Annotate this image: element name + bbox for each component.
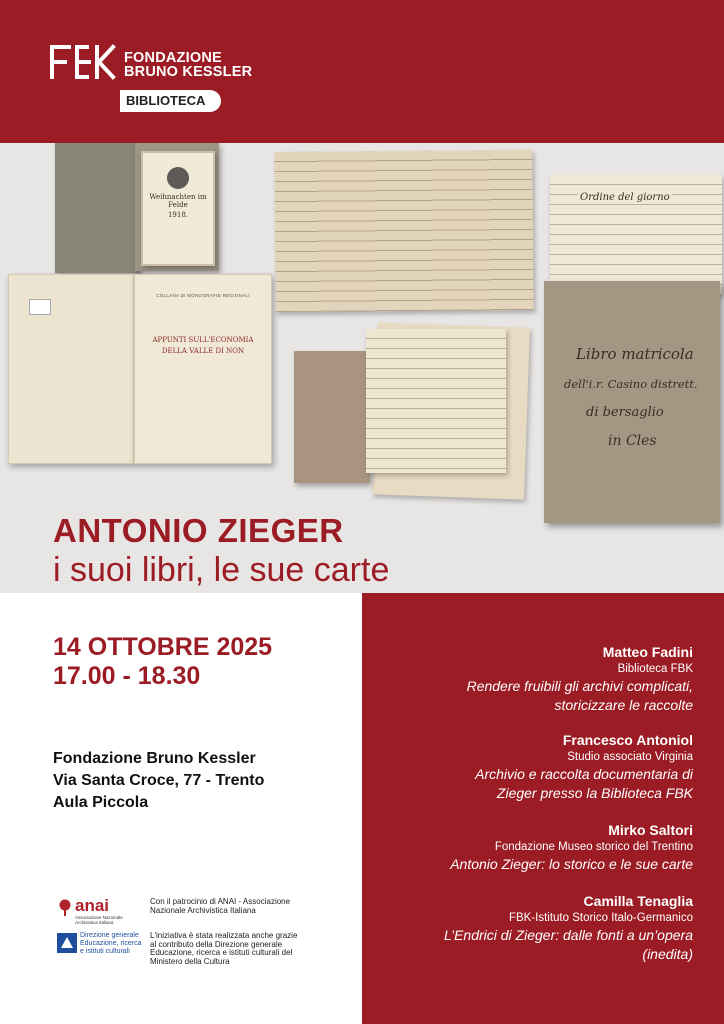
event-venue xyxy=(53,748,264,814)
book-title-line1: APPUNTI SULL'ECONOMIA xyxy=(152,336,254,344)
anai-subtitle: Associazione Nazionale Archivistica Italiana xyxy=(75,915,123,925)
speaker-talk-line1: Antonio Zieger: lo storico e le sue carte xyxy=(450,856,693,872)
speakers-panel xyxy=(362,593,724,1024)
speaker-talk-line2: (inedita) xyxy=(642,946,693,962)
contrib-line4: Ministero della Cultura xyxy=(150,956,230,966)
contrib-line2: al contributo della Direzione generale xyxy=(150,939,283,949)
speaker-name: Camilla Tenaglia xyxy=(583,893,693,909)
speaker-3 xyxy=(450,821,693,874)
speaker-talk-line1: Rendere fruibili gli archivi complicati, xyxy=(466,678,693,694)
venue-line1: Fondazione Bruno Kessler xyxy=(53,750,256,767)
ministry-emblem-icon xyxy=(57,933,77,953)
speaker-1 xyxy=(467,643,693,715)
ministry-line3: e istituti culturali xyxy=(80,948,130,955)
speaker-talk-line2: storicizzare le raccolte xyxy=(554,697,693,713)
anai-mark: anai xyxy=(75,896,110,915)
agenda-letter xyxy=(550,175,722,295)
register-notebook xyxy=(544,281,720,523)
anai-logo xyxy=(57,897,137,927)
speaker-org: Studio associato Virginia xyxy=(567,751,693,763)
speaker-talk-line1: L’Endrici di Zieger: dalle fonti a un’opera xyxy=(443,927,693,943)
event-date: 14 OTTOBRE 2025 xyxy=(53,633,273,661)
contribution-text xyxy=(150,932,320,966)
grey-folder xyxy=(55,143,140,273)
ministry-line1: Direzione generale xyxy=(80,932,139,939)
speaker-org: Biblioteca FBK xyxy=(617,663,693,675)
card-year: 1918. xyxy=(167,211,189,219)
venue-line2: Via Santa Croce, 77 - Trento xyxy=(53,772,265,789)
org-name xyxy=(124,51,252,79)
patronage-line1: Con il patrocinio di ANAI - Associazione xyxy=(150,897,291,906)
biblioteca-badge: BIBLIOTECA xyxy=(120,90,221,112)
christmas-card xyxy=(141,151,215,266)
book-title-line2: DELLA VALLE DI NON xyxy=(161,347,245,355)
speaker-name: Francesco Antoniol xyxy=(562,732,693,748)
speaker-name: Matteo Fadini xyxy=(602,644,693,660)
speaker-2 xyxy=(475,731,693,803)
notebook-line3: di bersaglio xyxy=(586,405,664,420)
brown-envelope xyxy=(294,351,370,483)
notebook-line4: in Cles xyxy=(608,433,657,449)
speaker-4 xyxy=(444,892,693,964)
open-book-left-page xyxy=(8,274,134,464)
org-name-line1: FONDAZIONE xyxy=(124,50,222,66)
letters-bundle-front xyxy=(366,329,506,473)
org-name-line2: BRUNO KESSLER xyxy=(124,64,253,80)
speaker-name: Mirko Saltori xyxy=(608,822,693,838)
book-series: COLLANA DI MONOGRAFIE REGIONALI xyxy=(156,293,250,298)
header-band xyxy=(0,0,724,143)
speaker-talk-line2: Zieger presso la Biblioteca FBK xyxy=(496,785,693,801)
ministry-line2: Educazione, ricerca xyxy=(80,940,142,947)
fbk-logo-icon xyxy=(49,44,117,80)
speaker-org: Fondazione Museo storico del Trentino xyxy=(494,841,693,853)
ministry-logo xyxy=(57,932,147,962)
event-time: 17.00 - 18.30 xyxy=(53,662,201,690)
manuscript-sheet xyxy=(274,150,533,312)
letter-heading: Ordine del giorno xyxy=(580,192,670,203)
eagle-emblem-icon xyxy=(167,167,189,189)
event-subtitle: i suoi libri, le sue carte xyxy=(53,551,390,589)
speaker-org: FBK-Istituto Storico Italo-Germanico xyxy=(508,912,693,924)
contrib-line1: L'iniziativa è stata realizzata anche grazie xyxy=(150,931,298,940)
venue-line3: Aula Piccola xyxy=(53,794,149,811)
notebook-line2: dell'i.r. Casino distrett. xyxy=(564,377,698,391)
anai-tree-icon xyxy=(57,899,73,917)
event-title: ANTONIO ZIEGER xyxy=(53,512,344,549)
library-sticker xyxy=(29,299,51,315)
notebook-line1: Libro matricola xyxy=(576,345,694,363)
card-title: Weihnachten im Felde xyxy=(149,193,207,209)
speaker-talk-line1: Archivio e raccolta documentaria di xyxy=(475,766,693,782)
patronage-text xyxy=(150,898,320,915)
open-book-right-page xyxy=(134,274,272,464)
patronage-line2: Nazionale Archivistica Italiana xyxy=(150,905,256,915)
contrib-line3: Educazione, ricerca e istituti culturali del xyxy=(150,948,293,957)
